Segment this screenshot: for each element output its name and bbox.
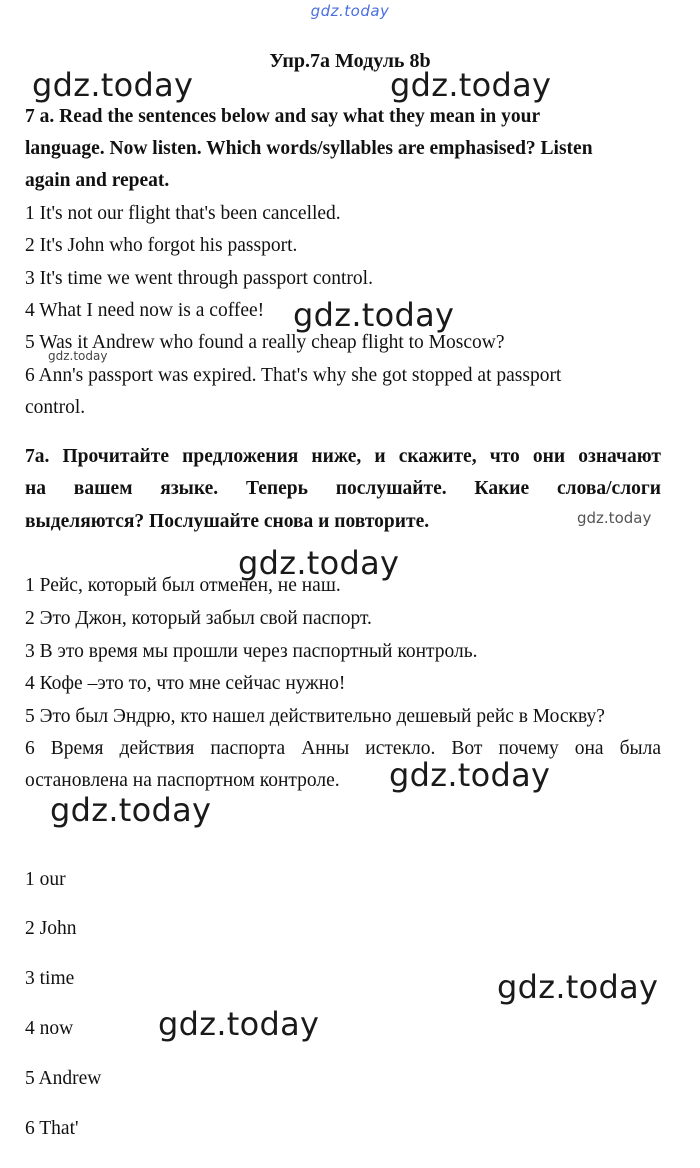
task-heading-en-line-2: language. Now listen. Which words/syllables are emphasised? Listen — [25, 138, 593, 159]
watermark-top: gdz.today — [310, 2, 390, 20]
task-heading-ru-line-3: выделяются? Послушайте снова и повторите. — [25, 511, 430, 532]
watermark-6: gdz.today — [50, 791, 212, 829]
watermark-8: gdz.today — [158, 1005, 320, 1043]
watermark-7: gdz.today — [497, 968, 659, 1006]
task-heading-ru-line-2: на вашем языке. Теперь послушайте. Какие слова/слоги — [25, 478, 661, 499]
sentence-ru-2: 2 Это Джон, который забыл свой паспорт. — [25, 608, 372, 629]
watermark-5: gdz.today — [389, 756, 551, 794]
sentence-en-6-cont: control. — [25, 397, 86, 418]
watermark-3: gdz.today — [293, 296, 455, 334]
watermark-small: gdz.today — [48, 349, 108, 363]
sentence-en-3: 3 It's time we went through passport control. — [25, 268, 373, 289]
answer-3: 3 time — [25, 968, 75, 989]
sentence-ru-3: 3 В это время мы прошли через паспортный контроль. — [25, 641, 478, 662]
answer-6: 6 That' — [25, 1118, 79, 1139]
sentence-en-6: 6 Ann's passport was expired. That's why she got stopped at passport — [25, 365, 562, 386]
watermark-4: gdz.today — [238, 544, 400, 582]
sentence-ru-5: 5 Это был Эндрю, кто нашел действительно дешевый рейс в Москву? — [25, 706, 605, 727]
watermark-side: gdz.today — [577, 509, 652, 527]
sentence-en-4: 4 What I need now is a coffee! — [25, 300, 265, 321]
sentence-ru-6: 6 Время действия паспорта Анны истекло. Вот почему она была — [25, 738, 661, 759]
watermark-1: gdz.today — [32, 66, 194, 104]
task-heading-en-line-1: 7 a. Read the sentences below and say what they mean in your — [25, 106, 541, 127]
task-heading-ru-line-1: 7a. Прочитайте предложения ниже, и скажите, что они означают — [25, 446, 661, 467]
sentence-en-1: 1 It's not our flight that's been cancelled. — [25, 203, 341, 224]
answer-2: 2 John — [25, 918, 77, 939]
sentence-en-2: 2 It's John who forgot his passport. — [25, 235, 298, 256]
sentence-ru-1: 1 Рейс, который был отменен, не наш. — [25, 575, 341, 596]
task-heading-en-line-3: again and repeat. — [25, 170, 170, 191]
sentence-ru-6-cont: остановлена на паспортном контроле. — [25, 770, 340, 791]
sentence-en-5: 5 Was it Andrew who found a really cheap flight to Moscow? — [25, 332, 505, 353]
page-title: Упр.7а Модуль 8b — [269, 50, 431, 72]
answer-5: 5 Andrew — [25, 1068, 102, 1089]
answer-1: 1 our — [25, 869, 66, 890]
sentence-ru-4: 4 Кофе –это то, что мне сейчас нужно! — [25, 673, 346, 694]
answer-4: 4 now — [25, 1018, 74, 1039]
watermark-2: gdz.today — [390, 66, 552, 104]
